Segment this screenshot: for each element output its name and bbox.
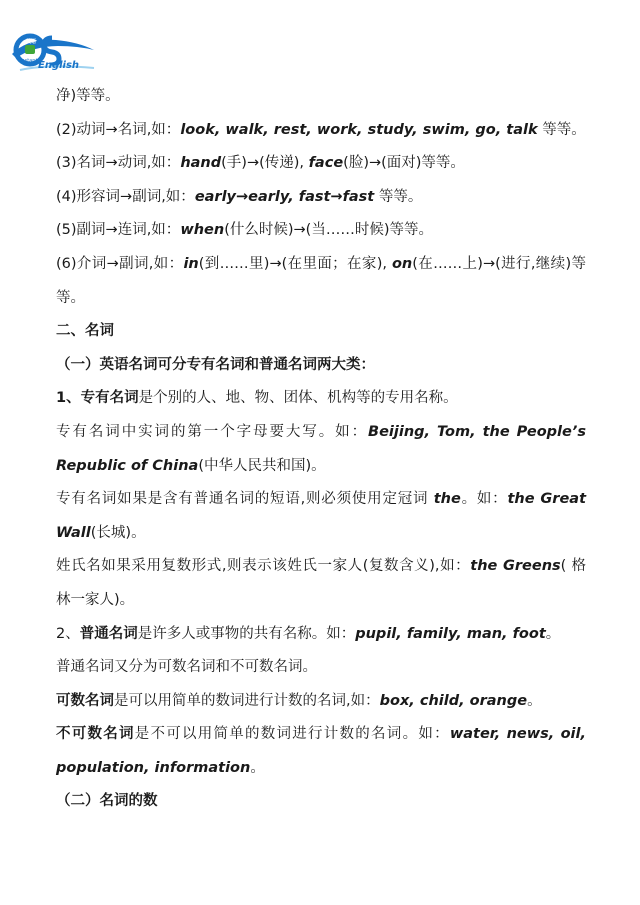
- text-segment: (在……上)→(进行,继续)等: [412, 255, 586, 272]
- text-line-5: [56, 248, 586, 282]
- text-line-4: [56, 214, 586, 248]
- logo-small-text: Instant: [20, 58, 38, 64]
- text-line-1: [56, 114, 586, 148]
- text-line-17: [56, 651, 586, 685]
- text-line-10: [56, 416, 586, 450]
- english-example: the Greens: [470, 558, 561, 575]
- text-line-12: [56, 483, 586, 517]
- text-segment: 是个别的人、地、物、团体、机构等的专用名称。: [138, 390, 458, 407]
- english-example: the Great: [507, 491, 586, 508]
- text-segment: (长城)。: [90, 524, 146, 541]
- logo-badge: 英语: [26, 39, 37, 45]
- bold-term: （一）英语名词可分专有名词和普通名词两大类：: [56, 356, 375, 373]
- text-segment: (中华人民共和国)。: [198, 457, 326, 474]
- text-segment: 是不可以用简单的数词进行计数的名词。如：: [134, 726, 450, 743]
- text-segment: 等等。: [537, 121, 586, 138]
- english-example: water, news, oil,: [449, 726, 587, 743]
- english-example: Beijing, Tom, the People’s: [368, 423, 586, 440]
- english-example: the: [433, 491, 461, 508]
- english-example: when: [180, 222, 225, 239]
- text-line-14: [56, 550, 586, 584]
- english-example: box, child, orange: [379, 692, 528, 709]
- bold-term: 不可数名词: [56, 726, 135, 743]
- english-example: look, walk, rest, work, study, swim, go, talk: [180, 121, 538, 138]
- text-segment: 2、: [56, 625, 80, 642]
- bold-term: 二、名词: [56, 323, 114, 340]
- text-segment: (什么时候)→(当……时候)等等。: [224, 222, 433, 239]
- text-line-16: [56, 618, 586, 652]
- text-line-0: [56, 80, 586, 114]
- text-segment: (2)动词→名词,如：: [56, 121, 181, 138]
- text-line-13: [56, 517, 586, 551]
- english-example: hand: [180, 155, 222, 172]
- english-example: on: [391, 255, 413, 272]
- english-example: Wall: [56, 524, 91, 541]
- text-segment: 普通名词又分为可数名词和不可数名词。: [56, 659, 317, 676]
- text-line-3: [56, 181, 586, 215]
- text-segment: (手)→(传递),: [221, 155, 309, 172]
- bold-term: （二）名词的数: [56, 793, 158, 810]
- brand-logo: [8, 24, 98, 80]
- text-segment: 是可以用简单的数词进行计数的名词,如：: [114, 692, 380, 709]
- text-segment: 。: [527, 692, 542, 709]
- bold-term: 可数名词: [56, 692, 114, 709]
- text-segment: 等。: [56, 289, 85, 306]
- text-line-18: [56, 685, 586, 719]
- text-line-15: [56, 584, 586, 618]
- bold-term: 普通名词: [79, 625, 138, 642]
- text-line-21: [56, 785, 586, 819]
- english-example: population, information: [56, 759, 251, 776]
- text-line-6: [56, 282, 586, 316]
- text-segment: 专有名词中实词的第一个字母要大写。如：: [56, 423, 369, 440]
- text-line-7: [56, 315, 586, 349]
- text-segment: 林一家人)。: [56, 591, 135, 608]
- text-segment: (5)副词→连词,如：: [56, 222, 181, 239]
- english-example: face: [308, 155, 344, 172]
- text-segment: (6)介词→副词,如：: [56, 255, 184, 272]
- english-example: early→early, fast→fast: [194, 188, 375, 205]
- text-segment: (4)形容词→副词,如：: [56, 188, 195, 205]
- text-segment: 。如：: [460, 491, 508, 508]
- text-segment: 净)等等。: [56, 88, 120, 104]
- text-line-9: [56, 382, 586, 416]
- text-segment: 。: [545, 625, 561, 642]
- text-line-8: [56, 349, 586, 383]
- english-example: pupil, family, man, foot: [355, 625, 546, 642]
- text-segment: (到……里)→(在里面；在家),: [198, 255, 392, 272]
- text-line-19: [56, 718, 586, 752]
- logo-graphic: [8, 24, 98, 80]
- text-segment: 等等。: [374, 188, 423, 205]
- text-line-11: [56, 450, 586, 484]
- logo-word: English: [38, 60, 80, 71]
- text-segment: ( 格: [560, 558, 586, 575]
- text-segment: (3)名词→动词,如：: [56, 155, 181, 172]
- text-segment: 专有名词如果是含有普通名词的短语,则必须使用定冠词: [56, 491, 434, 508]
- bold-term: 1、专有名词: [56, 390, 139, 407]
- text-line-20: [56, 752, 586, 786]
- text-line-2: [56, 147, 586, 181]
- english-example: Republic of China: [56, 457, 199, 474]
- document-body: [56, 80, 586, 819]
- text-segment: 。: [250, 759, 265, 776]
- text-segment: 姓氏名如果采用复数形式,则表示该姓氏一家人(复数含义),如：: [56, 558, 471, 575]
- text-segment: (脸)→(面对)等等。: [343, 155, 465, 172]
- text-segment: 是许多人或事物的共有名称。如：: [137, 625, 356, 642]
- english-example: in: [183, 255, 199, 272]
